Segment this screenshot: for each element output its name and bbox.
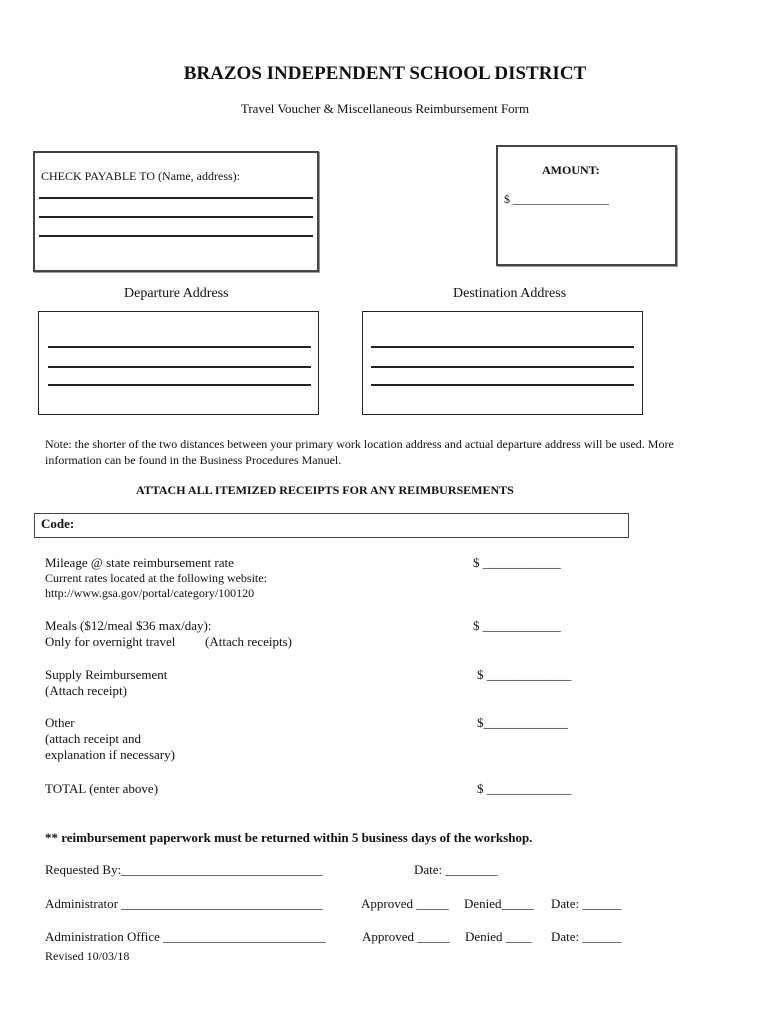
- departure-line-1[interactable]: [48, 346, 311, 348]
- mileage-amount-field[interactable]: $ ____________: [473, 555, 561, 570]
- destination-line-2[interactable]: [371, 366, 634, 368]
- departure-address-heading: Departure Address: [124, 286, 229, 301]
- total-amount-field[interactable]: $ _____________: [477, 781, 572, 796]
- administrator-signature-field[interactable]: Administrator _______________________________: [45, 896, 323, 911]
- page-title: BRAZOS INDEPENDENT SCHOOL DISTRICT: [183, 63, 587, 84]
- departure-line-3[interactable]: [48, 384, 311, 386]
- supply-label: Supply Reimbursement: [45, 667, 168, 682]
- admin-office-signature-field[interactable]: Administration Office _________________________: [45, 929, 326, 944]
- note-line-2: information can be found in the Business Procedures Manuel.: [45, 453, 342, 467]
- note-line-1: Note: the shorter of the two distances between your primary work location address and actual departure address will be used. More: [45, 437, 674, 451]
- check-payable-label: CHECK PAYABLE TO (Name, address):: [41, 169, 241, 183]
- destination-address-box: [362, 311, 643, 415]
- amount-field[interactable]: $ ________________: [504, 192, 609, 206]
- deadline-notice: ** reimbursement paperwork must be returned within 5 business days of the workshop.: [45, 830, 533, 845]
- payable-line-3[interactable]: [39, 235, 313, 237]
- other-explanation-note: explanation if necessary): [45, 747, 175, 762]
- other-amount-field[interactable]: $_____________: [477, 715, 568, 730]
- revised-date: Revised 10/03/18: [45, 949, 130, 963]
- code-label: Code:: [41, 516, 75, 531]
- administrator-denied-field[interactable]: Denied_____: [464, 896, 535, 911]
- amount-box: [496, 145, 677, 266]
- total-label: TOTAL (enter above): [45, 781, 159, 796]
- meals-overnight-note: Only for overnight travel: [45, 634, 176, 649]
- check-payable-box: [33, 151, 319, 272]
- destination-line-1[interactable]: [371, 346, 634, 348]
- supply-amount-field[interactable]: $ _____________: [477, 667, 572, 682]
- admin-office-denied-field[interactable]: Denied ____: [465, 929, 532, 944]
- payable-line-1[interactable]: [39, 197, 313, 199]
- admin-office-date-field[interactable]: Date: ______: [551, 929, 622, 944]
- requested-by-field[interactable]: Requested By:_______________________________: [45, 862, 323, 877]
- meals-attach-note: (Attach receipts): [205, 634, 292, 649]
- meals-label: Meals ($12/meal $36 max/day):: [45, 618, 212, 633]
- mileage-label: Mileage @ state reimbursement rate: [45, 555, 234, 570]
- departure-address-box: [38, 311, 319, 415]
- supply-attach-note: (Attach receipt): [45, 683, 127, 698]
- meals-amount-field[interactable]: $ ____________: [473, 618, 561, 633]
- mileage-rates-note: Current rates located at the following website:: [45, 571, 267, 585]
- mileage-rates-url[interactable]: http://www.gsa.gov/portal/category/100120: [45, 586, 255, 600]
- payable-line-2[interactable]: [39, 216, 313, 218]
- amount-label: AMOUNT:: [542, 163, 600, 177]
- destination-address-heading: Destination Address: [453, 286, 567, 301]
- other-attach-note: (attach receipt and: [45, 731, 141, 746]
- administrator-approved-field[interactable]: Approved _____: [361, 896, 449, 911]
- admin-office-approved-field[interactable]: Approved _____: [362, 929, 450, 944]
- departure-line-2[interactable]: [48, 366, 311, 368]
- page-subtitle: Travel Voucher & Miscellaneous Reimbursement Form: [240, 101, 530, 116]
- requested-date-field[interactable]: Date: ________: [414, 862, 498, 877]
- other-label: Other: [45, 715, 75, 730]
- code-box[interactable]: [34, 513, 629, 538]
- destination-line-3[interactable]: [371, 384, 634, 386]
- attach-receipts-notice: ATTACH ALL ITEMIZED RECEIPTS FOR ANY REIMBURSEMENTS: [136, 483, 514, 497]
- administrator-date-field[interactable]: Date: ______: [551, 896, 622, 911]
